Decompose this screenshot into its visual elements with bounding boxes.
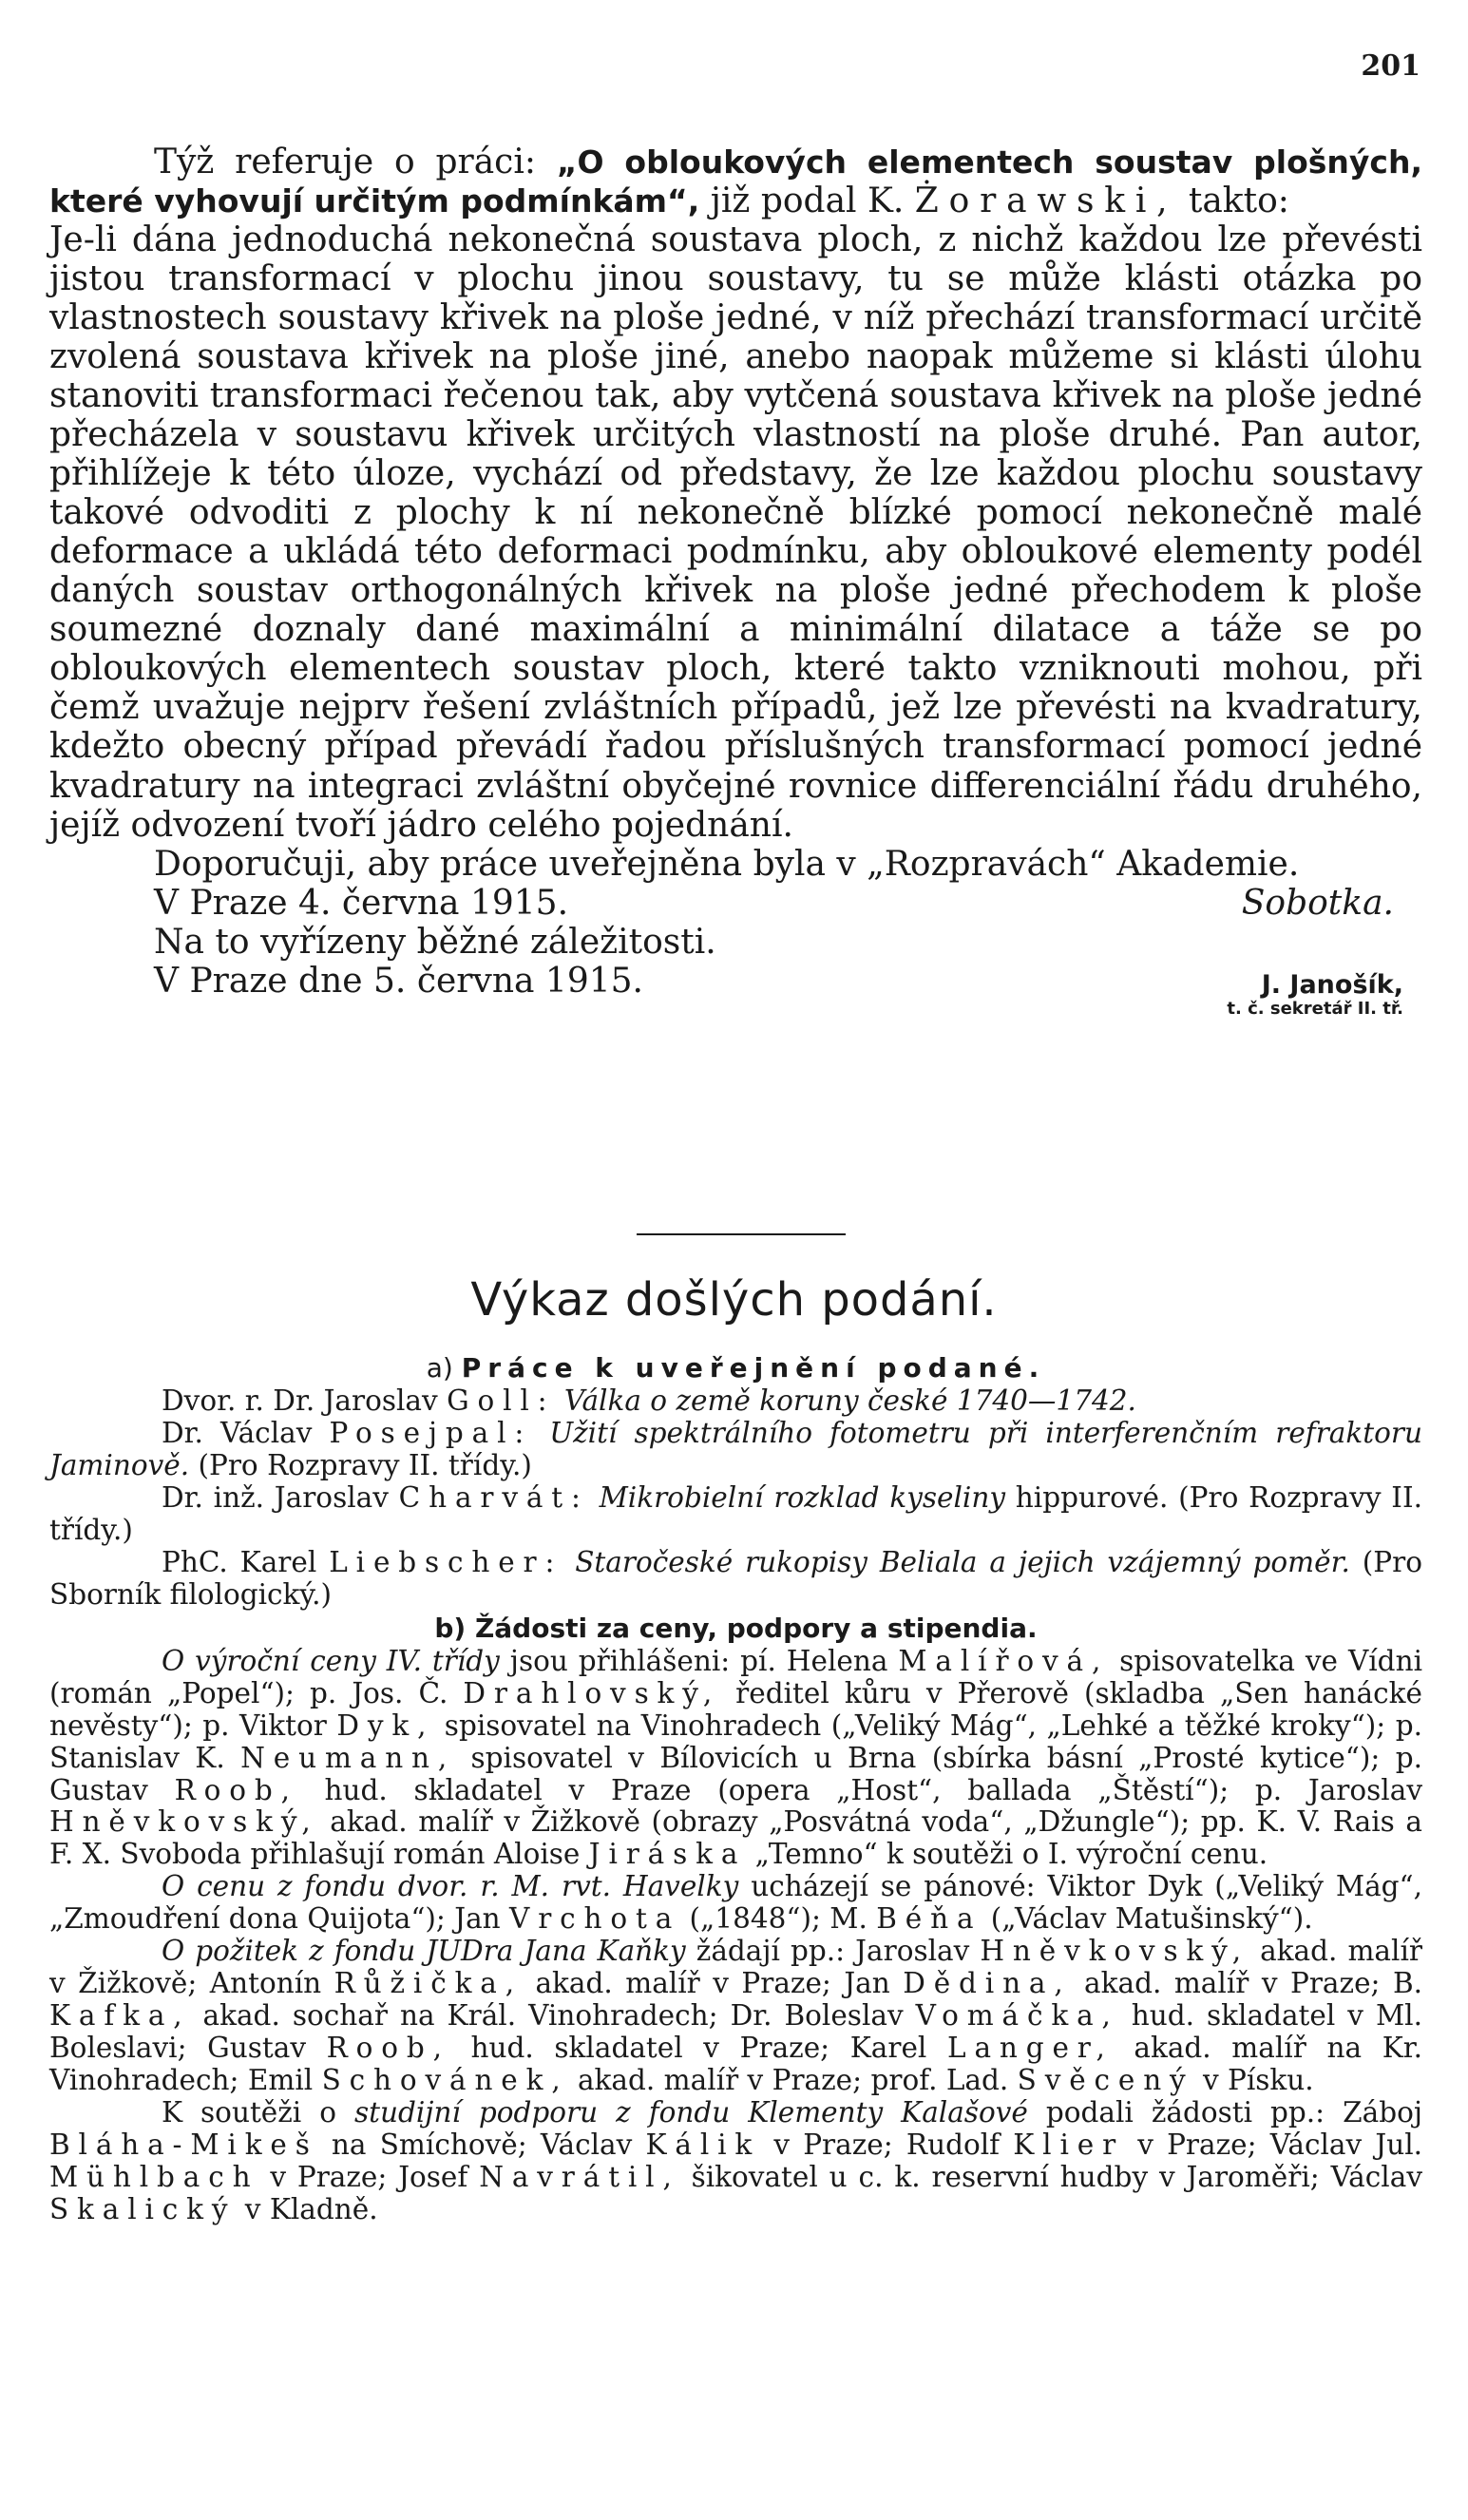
paper-title: „O obloukových elementech soustav plošných, které vyhovují určitým podmínkám“,	[49, 143, 1422, 220]
date-secretary-row	[49, 962, 1422, 1020]
page-number: 201	[1361, 49, 1420, 83]
list-item: Dr. Václav Posejpal: Užití spektrálního fotometru při interferenčním refraktoru Jaminově. (Pro Rozpravy II. třídy.)	[49, 1417, 1422, 1482]
signer: Sobotka.	[1241, 883, 1394, 923]
prize-paragraph: O požitek z fondu JUDra Jana Kaňky žádají pp.: Jaroslav Hněvkovský, akad. malíř v Žižkově; Antonín Růžička, akad. malíř v Praze; Jan Dědina, akad. malíř v Praze; B. Kafka, akad. sochař na Král. Vinohradech; Dr. Boleslav Vomáčka, hud. skladatel v Ml. Boleslavi; Gustav Roob, hud. skladatel v Praze; Karel Langer, akad. malíř na Kr. Vinohradech; Emil Schovánek, akad. malíř v Praze; prof. Lad. Svěcený v Písku.	[49, 1935, 1422, 2096]
list-item: PhC. Karel Liebscher: Staročeské rukopisy Beliala a jejich vzájemný poměr. (Pro Sborník filologický.)	[49, 1545, 1422, 1611]
list-item: Dr. inž. Jaroslav Charvát: Mikrobielní rozklad kyseliny hippurové. (Pro Rozpravy II. třídy.)	[49, 1480, 1422, 1546]
section-b-title: b) Žádosti za ceny, podpory a stipendia.	[434, 1612, 1038, 1644]
prize-paragraph: K soutěži o studijní podporu z fondu Klementy Kalašové podali žádosti pp.: Záboj Bláha-Mikeš na Smíchově; Václav Kálik v Praze; Rudolf Klier v Praze; Václav Jul. Mühlbach v Praze; Josef Navrátil, šikovatel u c. k. reservní hudby v Jaroměři; Václav Skalický v Kladně.	[49, 2095, 1423, 2225]
author-name: Żorawski,	[914, 181, 1178, 221]
prize-paragraph: O výroční ceny IV. třídy jsou přihlášeni: pí. Helena Malířová, spisovatelka ve Vídni (román „Popel“); p. Jos. Č. Drahlovský, ředitel kůru v Přerově (skladba „Sen hanácké nevěsty“); p. Viktor Dyk, spisovatel na Vinohradech („Veliký Mág“, „Lehké a těžké kroky“); p. Stanislav K. Neumann, spisovatel v Bílovicích u Brna (sbírka básní „Prosté kytice“); p. Gustav Roob, hud. skladatel v Praze (opera „Host“, ballada „Štěstí“); p. Jaroslav Hněvkovský, akad. malíř v Žižkově (obrazy „Posvátná voda“, „Džungle“); pp. K. V. Rais a F. X. Svoboda přihlašují román Aloise Jiráska „Temno“ k soutěži o I. výroční cenu.	[49, 1644, 1423, 1871]
secretary-title: t. č. sekretář II. tř.	[1227, 999, 1403, 1020]
secretary-name: J. Janošík,	[1261, 969, 1403, 1000]
recommendation: Doporučuji, aby práce uveřejněna byla v „Rozpravách“ Akademie.	[154, 844, 1300, 884]
secretary-block	[1227, 962, 1422, 1020]
section-a-title: a) Práce k uveřejnění podané.	[426, 1352, 1046, 1384]
settled-note: Na to vyřízeny běžné záležitosti.	[154, 922, 716, 962]
report-body: Je-li dána jednoduchá nekonečná soustava ploch, z nichž každou lze převésti jistou transformací v plochu jinou soustavy, tu se může klásti otázka po vlastnostech soustavy křivek na ploše jedné, v níž přechází transformací určitě zvolená soustava křivek na ploše jiné, anebo naopak můžeme si klásti úlohu stanoviti transformaci řečenou tak, aby vytčená soustava křivek na ploše jedné přecházela v soustavu křivek určitých vlastností na ploše druhé. Pan autor, přihlížeje k této úloze, vychází od představy, že lze každou plochu soustavy takové odvoditi z plochy k ní nekonečně blízké pomocí nekonečně malé deformace a ukládá této deformaci podmínku, aby obloukové elementy podél daných soustav orthogonálných křivek na ploše jedné přechodem k ploše soumezné doznaly dané maximální a minimální dilatace a táže se po obloukových elementech soustav ploch, které takto vzniknouti mohou, při čemž uvažuje nejprv řešení zvláštních případů, jež lze převésti na kvadratury, kdežto obecný případ převádí řadou příslušných transformací pomocí jedné kvadratury na integraci zvláštní obyčejné rovnice differenciální řádu druhého, jejíž odvození tvoří jádro celého pojednání.	[49, 220, 1422, 845]
list-item: Dvor. r. Dr. Jaroslav Goll: Válka o země koruny české 1740—1742.	[162, 1384, 1136, 1418]
section-heading: Výkaz došlých podání.	[470, 1273, 998, 1327]
submissions-section	[49, 1351, 1422, 2225]
report-intro: Týž referuje o práci: „O obloukových elementech soustav plošných, které vyhovují určitým podmínkám“, již podal K. Żorawski, takto:	[49, 143, 1422, 221]
report-section	[49, 143, 1422, 1020]
place-date: V Praze 4. června 1915.	[154, 883, 569, 923]
divider	[637, 1233, 846, 1235]
prize-paragraph: O cenu z fondu dvor. r. M. rvt. Havelky ucházejí se pánové: Viktor Dyk („Veliký Mág“, „Zmoudření dona Quijota“); Jan Vrchota („1848“); M. Béňa („Václav Matušinský“).	[49, 1870, 1422, 1936]
date-signature-row	[49, 884, 1422, 923]
place-date-2: V Praze dne 5. června 1915.	[154, 961, 643, 1001]
